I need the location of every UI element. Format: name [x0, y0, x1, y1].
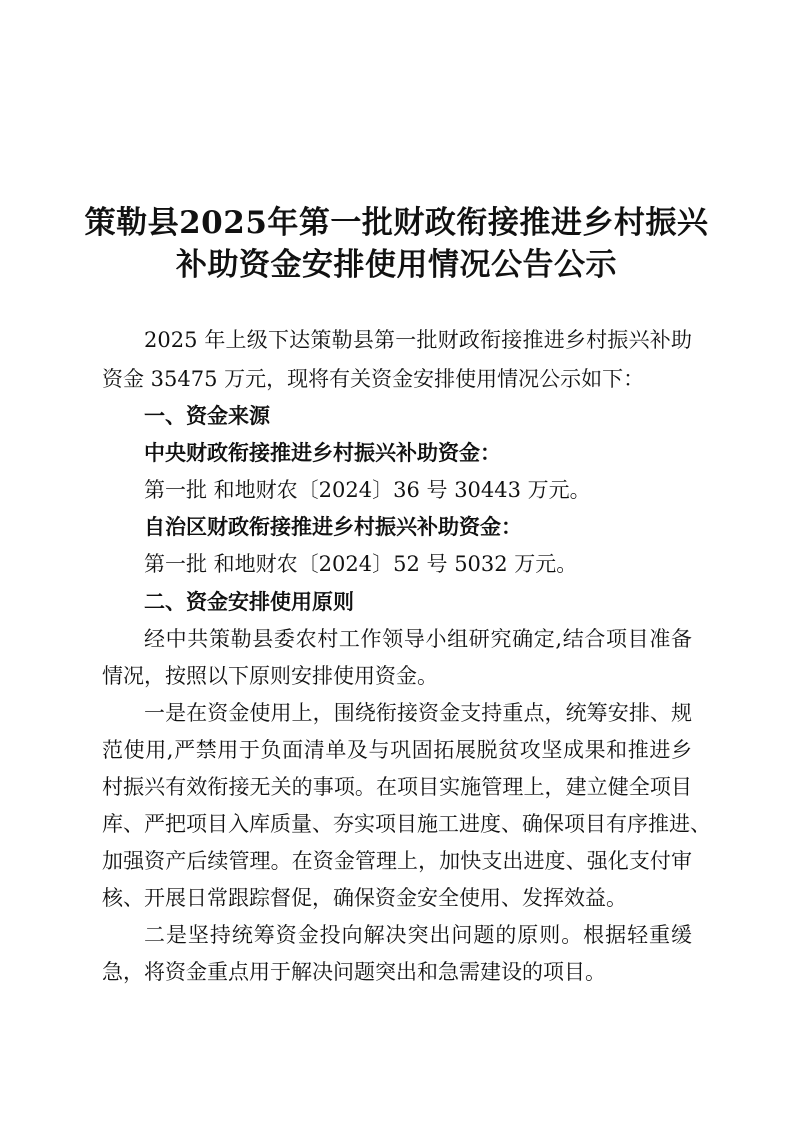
intro-line-2: 资金 35475 万元，现将有关资金安排使用情况公示如下： — [102, 367, 645, 391]
para-3-line-2: 急，将资金重点用于解决问题突出和急需建设的项目。 — [102, 960, 606, 984]
region-funds-heading: 自治区财政衔接推进乡村振兴补助资金： — [144, 514, 522, 539]
document-title-line-2: 补助资金安排使用情况公告公示 — [176, 247, 617, 283]
intro-line-1: 2025 年上级下达策勒县第一批财政衔接推进乡村振兴补助 — [144, 328, 692, 352]
para-2-line-3: 村振兴有效衔接无关的事项。在项目实施管理上，建立健全项目 — [102, 775, 692, 799]
para-2-line-5: 加强资产后续管理。在资金管理上，加快支出进度、强化支付审 — [102, 849, 692, 873]
para-2-line-1: 一是在资金使用上，围绕衔接资金支持重点，统筹安排、规 — [144, 701, 692, 725]
para-2-line-4: 库、严把项目入库质量、夯实项目施工进度、确保项目有序推进、 — [102, 812, 711, 836]
para-1-line-2: 情况，按照以下原则安排使用资金。 — [102, 664, 438, 688]
para-2-line-2: 范使用,严禁用于负面清单及与巩固拓展脱贫攻坚成果和推进乡 — [102, 738, 692, 762]
section-2-heading: 二、资金安排使用原则 — [144, 589, 354, 614]
document-title-line-1: 策勒县2025年第一批财政衔接推进乡村振兴 — [84, 205, 709, 241]
section-1-heading: 一、资金来源 — [144, 403, 270, 428]
central-funds-heading: 中央财政衔接推进乡村振兴补助资金： — [144, 440, 501, 465]
central-funds-item: 第一批 和地财农〔2024〕36 号 30443 万元。 — [144, 478, 591, 502]
para-1-line-1: 经中共策勒县委农村工作领导小组研究确定,结合项目准备 — [144, 627, 692, 651]
para-2-line-6: 核、开展日常跟踪督促，确保资金安全使用、发挥效益。 — [102, 886, 627, 910]
region-funds-item: 第一批 和地财农〔2024〕52 号 5032 万元。 — [144, 552, 578, 576]
para-3-line-1: 二是坚持统筹资金投向解决突出问题的原则。根据轻重缓 — [144, 923, 692, 947]
